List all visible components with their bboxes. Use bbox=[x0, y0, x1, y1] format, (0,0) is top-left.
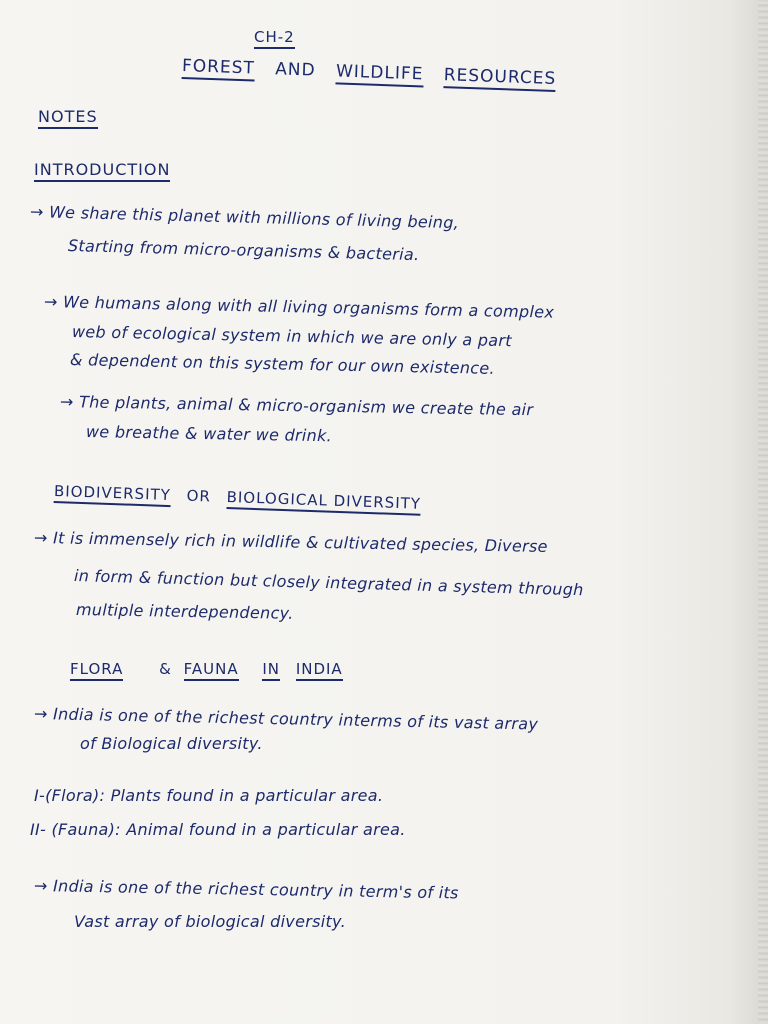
flora-fauna-heading-amp: & bbox=[159, 660, 172, 678]
title-word-forest: FOREST bbox=[182, 56, 256, 82]
introduction-heading: INTRODUCTION bbox=[34, 160, 170, 182]
intro-line-5: & dependent on this system for our own existence. bbox=[69, 350, 496, 378]
flora-definition: I-(Flora): Plants found in a particular area. bbox=[34, 786, 384, 805]
flora-line-1: → India is one of the richest country interms of its vast array bbox=[33, 704, 539, 734]
intro-line-7: we breathe & water we drink. bbox=[85, 422, 333, 446]
fauna-definition: II- (Fauna): Animal found in a particular area. bbox=[30, 820, 406, 839]
intro-line-3: → We humans along with all living organisms form a complex bbox=[43, 292, 555, 322]
biodiversity-heading-a: BIODIVERSITY bbox=[54, 482, 172, 507]
notes-heading: NOTES bbox=[38, 107, 98, 129]
flora-fauna-heading-d: INDIA bbox=[296, 660, 343, 681]
flora-fauna-heading-a: FLORA bbox=[70, 660, 123, 681]
page-title bbox=[182, 56, 571, 90]
intro-line-1: → We share this planet with millions of living being, bbox=[29, 202, 460, 233]
title-word-and: AND bbox=[274, 59, 317, 81]
bio-line-1: → It is immensely rich in wildlife & cultivated species, Diverse bbox=[33, 528, 548, 556]
title-word-resources: RESOURCES bbox=[443, 65, 556, 92]
intro-line-4: web of ecological system in which we are only a part bbox=[71, 322, 513, 351]
flora-line-6: Vast array of biological diversity. bbox=[74, 912, 346, 931]
chapter-label: CH-2 bbox=[254, 28, 295, 49]
flora-line-2: of Biological diversity. bbox=[80, 734, 263, 753]
flora-fauna-heading bbox=[70, 660, 343, 678]
flora-fauna-heading-b: FAUNA bbox=[184, 660, 239, 681]
flora-line-5: → India is one of the richest country in term's of its bbox=[33, 876, 459, 903]
biodiversity-heading-or: OR bbox=[186, 486, 212, 506]
bio-line-2: in form & function but closely integrated in a system through bbox=[73, 566, 584, 600]
intro-line-6: → The plants, animal & micro-organism we create the air bbox=[59, 392, 534, 420]
biodiversity-heading bbox=[54, 482, 422, 513]
flora-fauna-heading-c: IN bbox=[262, 660, 280, 681]
intro-line-2: Starting from micro-organisms & bacteria. bbox=[67, 236, 420, 265]
bio-line-3: multiple interdependency. bbox=[75, 600, 294, 623]
biodiversity-heading-b: BIOLOGICAL DIVERSITY bbox=[226, 488, 421, 516]
page-edge bbox=[758, 0, 768, 1024]
title-word-wildlife: WILDLIFE bbox=[336, 61, 424, 87]
